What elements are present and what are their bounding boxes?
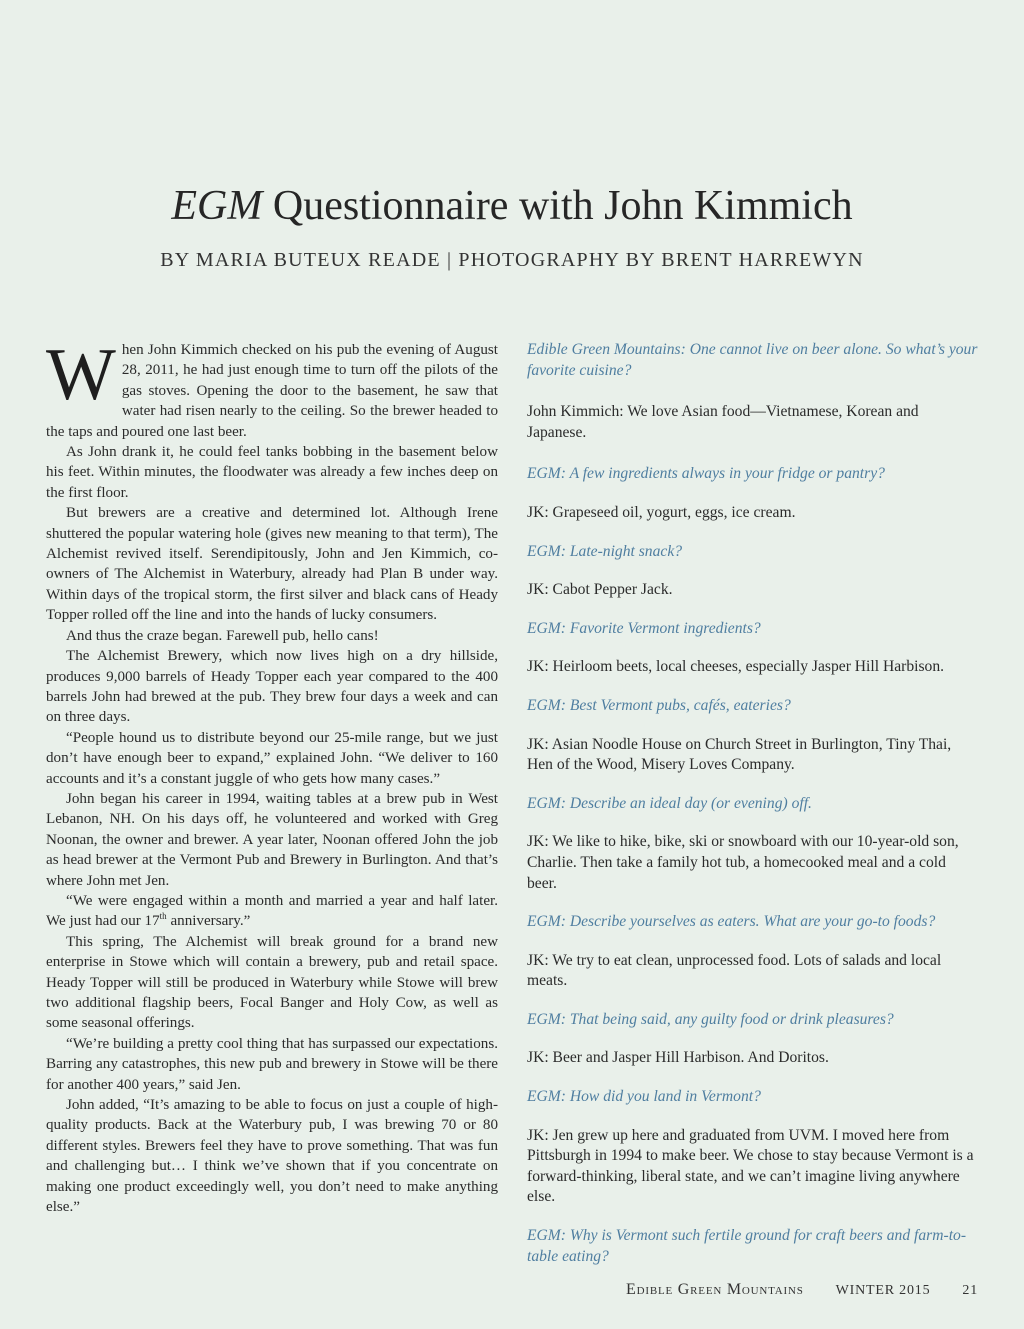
question: Edible Green Mountains: One cannot live on beer alone. So what’s your favorite cuisine? — [527, 341, 978, 379]
answer: JK: We try to eat clean, unprocessed food. Lots of salads and local meats. — [527, 951, 942, 990]
answer: JK: Grapeseed oil, yogurt, eggs, ice cream. — [527, 503, 796, 521]
article-body — [46, 334, 498, 1217]
title-magazine-abbrev: EGM — [171, 183, 263, 229]
answer: JK: Asian Noodle House on Church Street in Burlington, Tiny Thai, Hen of the Wood, Misery Loves Company. — [527, 735, 952, 774]
page-title — [0, 180, 1024, 232]
paragraph: The Alchemist Brewery, which now lives high on a dry hillside, produces 9,000 barrels of Heady Topper each year compared to the 400 barrels John had brewed at the pub. They brew four days a week and can on three days. — [46, 648, 498, 726]
drop-cap: W — [46, 334, 116, 416]
superscript: th — [159, 911, 167, 922]
question: EGM: Why is Vermont such fertile ground for craft beers and farm-to-table eating? — [527, 1227, 967, 1265]
questionnaire — [527, 340, 979, 1267]
title-text: Questionnaire with John Kimmich — [262, 183, 853, 229]
paragraph: When John Kimmich checked on his pub the evening of August 28, 2011, he had just enough time to turn off the pilots of the gas stoves. Opening the door to the basement, he saw that water had risen nearly to the ceiling. So the brewer headed to the taps and poured one last beer. — [46, 334, 498, 440]
answer: JK: Jen grew up here and graduated from UVM. I moved here from Pittsburgh in 1994 to make beer. We chose to stay because Vermont is a forward-thinking, liberal state, and we can’t imagine living anywhere else. — [527, 1126, 974, 1206]
question: EGM: That being said, any guilty food or drink pleasures? — [527, 1010, 894, 1028]
footer-publication: Edible Green Mountains — [626, 1281, 804, 1298]
paragraph: This spring, The Alchemist will break ground for a brand new enterprise in Stowe which will contain a brewery, pub and retail space. Heady Topper will still be produced in Waterbury while Stowe will brew two additional flagship beers, Focal Banger and Holy Cow, as well as some seasonal offerings. — [46, 933, 498, 1032]
paragraph: John added, “It’s amazing to be able to focus on just a couple of high-quality products. Back at the Waterbury pub, I was brewing 70 or 80 different styles. Brewers feel they have to prove something. That was fun and challenging but… I think we’ve shown that if you concentrate on making one product exceedingly well, you don’t need to make anything else.” — [46, 1097, 498, 1216]
paragraph: “We were engaged within a month and married a year and half later. We just had our 17th anniversary.” — [46, 892, 498, 930]
question: EGM: Describe yourselves as eaters. What are your go-to foods? — [527, 913, 936, 931]
answer: John Kimmich: We love Asian food—Vietnamese, Korean and Japanese. — [527, 403, 919, 441]
byline: BY MARIA BUTEUX READE | PHOTOGRAPHY BY BRENT HARREWYN — [160, 249, 864, 271]
paragraph: As John drank it, he could feel tanks bobbing in the basement below his feet. Within minutes, the floodwater was already a few inches deep on the first floor. — [46, 444, 498, 501]
answer: JK: Heirloom beets, local cheeses, especially Jasper Hill Harbison. — [527, 658, 945, 676]
question: EGM: A few ingredients always in your fridge or pantry? — [527, 465, 885, 483]
paragraph: John began his career in 1994, waiting tables at a brew pub in West Lebanon, NH. On his days off, he volunteered and worked with Greg Noonan, the owner and brewer. A year later, Noonan offered John the job as head brewer at the Vermont Pub and Brewery in Burlington. And that’s where John met Jen. — [46, 790, 498, 889]
page-footer — [626, 1280, 978, 1301]
paragraph: And thus the craze began. Farewell pub, hello cans! — [66, 627, 379, 644]
question: EGM: How did you land in Vermont? — [527, 1088, 761, 1106]
question: EGM: Favorite Vermont ingredients? — [527, 619, 761, 637]
footer-issue: WINTER 2015 — [835, 1283, 931, 1298]
page-number: 21 — [962, 1283, 978, 1298]
answer: JK: Beer and Jasper Hill Harbison. And Doritos. — [527, 1049, 829, 1067]
question: EGM: Describe an ideal day (or evening) off. — [527, 794, 812, 812]
question: EGM: Late-night snack? — [527, 542, 683, 560]
question: EGM: Best Vermont pubs, cafés, eateries? — [527, 696, 791, 714]
answer: JK: We like to hike, bike, ski or snowboard with our 10-year-old son, Charlie. Then take a family hot tub, a homecooked meal and a cold beer. — [527, 833, 959, 892]
paragraph: “We’re building a pretty cool thing that has surpassed our expectations. Barring any catastrophes, this new pub and brewery in Stowe will be there for another 400 years,” said Jen. — [46, 1035, 498, 1093]
paragraph: “People hound us to distribute beyond our 25-mile range, but we just don’t have enough beer to expand,” explained John. “We deliver to 160 accounts and it’s a constant juggle of who gets how many cases.” — [46, 729, 498, 787]
paragraph: But brewers are a creative and determined lot. Although Irene shuttered the popular watering hole (gives new meaning to that term), The Alchemist revived itself. Serendipitously, John and Jen Kimmich, co-owners of The Alchemist in Waterbury, already had Plan B under way. Within days of the tropical storm, the first silver and black cans of Heady Topper rolled off the line and into the hands of lucky consumers. — [46, 505, 498, 624]
answer: JK: Cabot Pepper Jack. — [527, 581, 673, 599]
